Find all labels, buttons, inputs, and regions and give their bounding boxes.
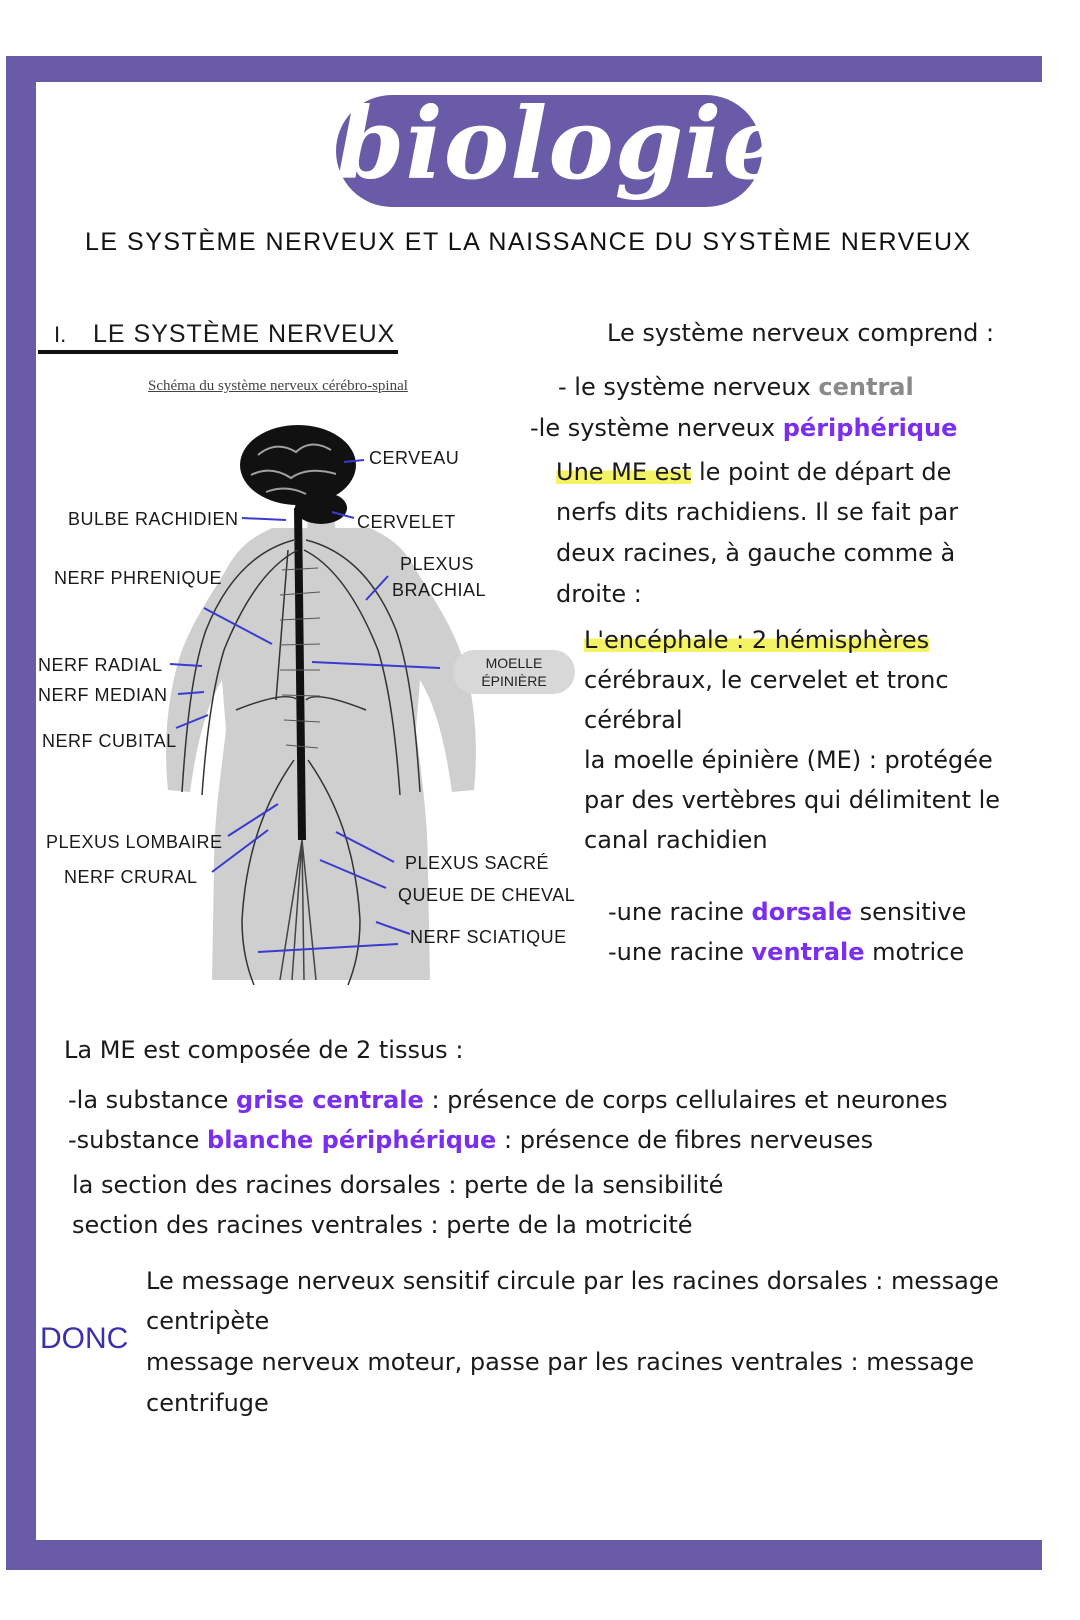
conclusion-line-2: centripète	[146, 1307, 270, 1335]
moelle-line-c: canal rachidien	[584, 826, 768, 854]
label-plexus-lombaire: PLEXUS LOMBAIRE	[46, 832, 223, 852]
me-line-1: Une ME est le point de départ de	[556, 458, 952, 486]
encephale-line-1	[584, 625, 929, 655]
tissus-intro: La ME est composée de 2 tissus :	[64, 1036, 464, 1064]
tissu-blanche: -substance blanche périphérique : présence de fibres nerveuses	[68, 1126, 874, 1154]
conclusion-line-1: Le message nerveux sensitif circule par les racines dorsales : message	[146, 1267, 999, 1295]
highlight-me: Une ME est	[556, 458, 692, 486]
section-ventrales: section des racines ventrales : perte de la motricité	[72, 1211, 693, 1239]
moelle-line-2: ÉPINIÈRE	[481, 673, 547, 689]
label-plexus-sacre: PLEXUS SACRÉ	[405, 853, 550, 873]
donc-label: DONC	[40, 1322, 129, 1355]
section-title: LE SYSTÈME NERVEUX	[93, 320, 396, 348]
me-line-4: droite :	[556, 580, 642, 608]
label-nerf-median: NERF MEDIAN	[38, 685, 168, 705]
list-item-central: - le système nerveux central	[558, 373, 914, 401]
moelle-line-1: MOELLE	[485, 655, 543, 671]
label-bulbe-rachidien: BULBE RACHIDIEN	[68, 509, 239, 529]
tissu-grise: -la substance grise centrale : présence de corps cellulaires et neurones	[68, 1086, 948, 1114]
racine-ventrale: -une racine ventrale motrice	[608, 938, 965, 966]
me-line-3: deux racines, à gauche comme à	[556, 539, 956, 567]
section-dorsales: la section des racines dorsales : perte de la sensibilité	[72, 1171, 724, 1199]
keyword-ventrale: ventrale	[751, 938, 865, 966]
label-plexus-brachial-1: PLEXUS	[400, 554, 475, 574]
label-nerf-radial: NERF RADIAL	[38, 655, 163, 675]
section-number: I.	[54, 322, 67, 347]
main-heading: LE SYSTÈME NERVEUX ET LA NAISSANCE DU SYSTÈME NERVEUX	[85, 228, 972, 256]
keyword-central: central	[818, 373, 914, 401]
me-line-2: nerfs dits rachidiens. Il se fait par	[556, 498, 959, 526]
keyword-dorsale: dorsale	[751, 898, 853, 926]
label-nerf-cubital: NERF CUBITAL	[42, 731, 177, 751]
diagram-caption: Schéma du système nerveux cérébro-spinal	[148, 378, 408, 394]
racine-dorsale: -une racine dorsale sensitive	[608, 898, 967, 926]
page-title: biologie	[336, 87, 786, 202]
label-cervelet: CERVELET	[357, 512, 456, 532]
section-underline	[38, 350, 398, 354]
label-plexus-brachial-2: BRACHIAL	[392, 580, 487, 600]
label-queue-de-cheval: QUEUE DE CHEVAL	[398, 885, 576, 905]
moelle-line-b: par des vertèbres qui délimitent le	[584, 786, 1001, 814]
list-item-peripherique: -le système nerveux périphérique	[530, 414, 958, 442]
keyword-blanche-peripherique: blanche périphérique	[207, 1126, 497, 1154]
label-nerf-crural: NERF CRURAL	[64, 867, 198, 887]
label-cerveau: CERVEAU	[369, 448, 460, 468]
encephale-line-2: cérébraux, le cervelet et tronc	[584, 666, 949, 694]
keyword-grise-centrale: grise centrale	[236, 1086, 424, 1114]
encephale-line-3: cérébral	[584, 706, 683, 734]
label-nerf-phrenique: NERF PHRENIQUE	[54, 568, 223, 588]
label-nerf-sciatique: NERF SCIATIQUE	[410, 927, 567, 947]
moelle-line-a: la moelle épinière (ME) : protégée	[584, 746, 993, 774]
conclusion-line-3: message nerveux moteur, passe par les racines ventrales : message	[146, 1348, 975, 1376]
keyword-peripherique: périphérique	[782, 414, 958, 442]
label-moelle-epiniere	[453, 650, 575, 694]
intro-text: Le système nerveux comprend :	[607, 319, 995, 347]
conclusion-line-4: centrifuge	[146, 1389, 269, 1417]
highlight-encephale: L'encéphale : 2 hémisphères	[584, 626, 930, 654]
